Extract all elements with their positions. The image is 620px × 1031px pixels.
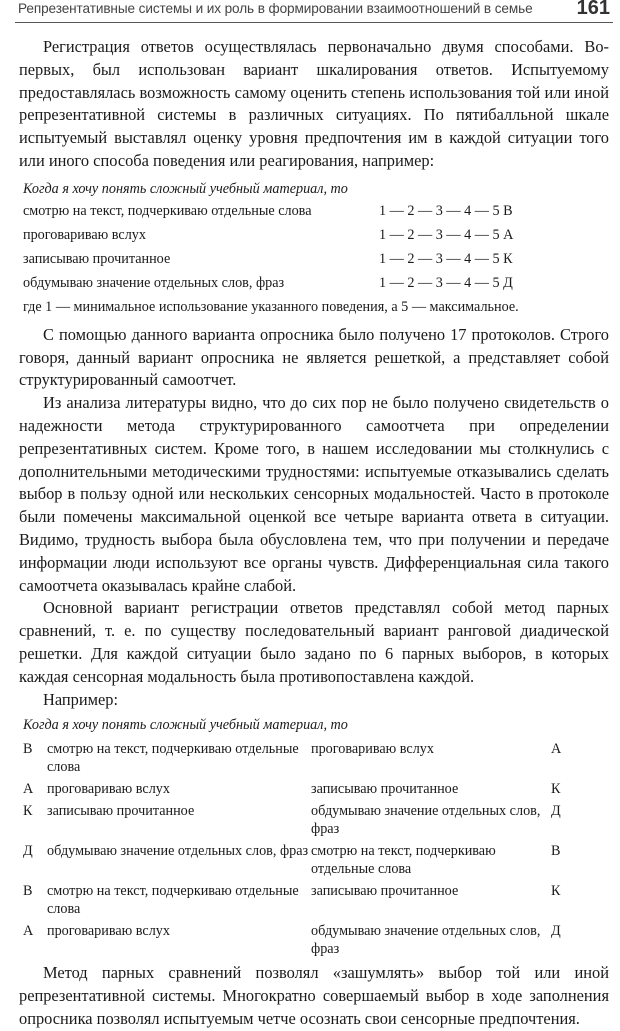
running-header	[15, 0, 613, 24]
paragraph-5: Например:	[43, 689, 119, 709]
scale-row-label: обдумываю значение отдельных слов, фраз	[23, 275, 285, 292]
pairs-example	[19, 715, 609, 958]
pair-right-letter: Д	[551, 803, 561, 820]
running-title: Репрезентативные системы и их роль в формировании взаимоотношений в семье	[18, 1, 533, 16]
scale-example	[19, 179, 609, 318]
pair-left-letter: В	[23, 883, 33, 900]
pair-row	[23, 882, 609, 918]
header-divider	[15, 22, 613, 23]
pair-right-letter: А	[551, 741, 562, 758]
pair-right-text: записываю прочитанное	[311, 781, 459, 798]
pair-row	[23, 802, 609, 838]
pair-right-text: проговариваю вслух	[311, 741, 434, 758]
paragraph-1: Регистрация ответов осуществлялась первоначально двумя способами. Во-первых, был использован вариант шкалирования ответов. Испытуемому предоставлялась возможность самому оценить степень использования той или иной репрезентативной системы в различных ситуациях. По пятибалльной шкале испытуемый выставлял оценку уровня предпочтения им в каждой ситуации того или иного способа поведения или реагирования, например:	[19, 37, 609, 170]
pair-left-letter: А	[23, 923, 34, 940]
pair-row	[23, 740, 609, 776]
pair-left-text: обдумываю значение отдельных слов, фраз	[47, 843, 309, 860]
pair-left-letter: А	[23, 781, 34, 798]
paragraph-4: Основной вариант регистрации ответов представлял собой метод парных сравнений, т. е. по существу последовательный вариант ранговой диадической решетки. Для каждой ситуации было задано по 6 парных выборов, в которых каждая сенсорная модальность была противопоставлена каждой.	[19, 598, 609, 686]
scale-intro: Когда я хочу понять сложный учебный материал, то	[23, 180, 348, 197]
paragraph-6: Метод парных сравнений позволял «зашумлять» выбор той или иной репрезентативной системы. Многократно совершаемый выбор в ходе заполнения опросника позволял испытуемым четче осознать свои сенсорные предпочтения.	[19, 963, 609, 1028]
scale-row	[23, 200, 609, 224]
pair-left-text: смотрю на текст, подчеркиваю отдельные слова	[47, 741, 299, 776]
pair-right-text: обдумываю значение отдельных слов, фраз	[311, 923, 541, 958]
scale-note: где 1 — минимальное использование указанного поведения, а 5 — максимальное.	[23, 298, 519, 315]
pair-right-text: смотрю на текст, подчеркиваю отдельные слова	[311, 843, 496, 878]
pairs-intro: Когда я хочу понять сложный учебный материал, то	[23, 717, 348, 734]
scale-row	[23, 248, 609, 272]
pair-left-text: записываю прочитанное	[47, 803, 195, 820]
pair-left-letter: Д	[23, 843, 33, 860]
pair-right-text: обдумываю значение отдельных слов, фраз	[311, 803, 541, 838]
pair-left-text: проговариваю вслух	[47, 781, 170, 798]
pair-right-letter: К	[551, 781, 561, 798]
pair-left-letter: К	[23, 803, 33, 820]
pair-right-letter: Д	[551, 923, 561, 940]
pair-right-letter: К	[551, 883, 561, 900]
scale-row-value: 1 — 2 — 3 — 4 — 5 К	[379, 251, 513, 268]
pair-row	[23, 922, 609, 958]
pair-left-letter: В	[23, 741, 33, 758]
pair-right-text: записываю прочитанное	[311, 883, 459, 900]
scale-row	[23, 224, 609, 248]
page-body	[19, 36, 609, 1031]
pair-left-text: проговариваю вслух	[47, 923, 170, 940]
page-number: 161	[576, 0, 610, 19]
scale-row-label: записываю прочитанное	[23, 251, 171, 268]
scale-row	[23, 272, 609, 296]
pair-row	[23, 780, 609, 798]
paragraph-2: С помощью данного варианта опросника было получено 17 протоколов. Строго говоря, данный вариант опросника не является решеткой, а представляет собой структурированный самоотчет.	[19, 324, 609, 390]
scale-row-value: 1 — 2 — 3 — 4 — 5 В	[379, 203, 513, 220]
paragraph-3: Из анализа литературы видно, что до сих пор не было получено свидетельств о надежности метода структурированного самоотчета при определении репрезентативных систем. Кроме того, в нашем исследовании мы столкнулись с дополнительными методическими трудностями: испытуемые отказывались сделать выбор в пользу одной или нескольких сенсорных модальностей. Часто в протоколе были помечены максимальной оценкой все четыре варианта ответа в ситуации. Видимо, трудность выбора была обусловлена тем, что при получении и передаче информации люди используют все органы чувств. Дифференциальная сила такого самоотчета оказывалась крайне слабой.	[19, 393, 609, 595]
pair-row	[23, 842, 609, 878]
scale-row-label: проговариваю вслух	[23, 227, 146, 244]
scale-row-value: 1 — 2 — 3 — 4 — 5 А	[379, 227, 514, 244]
scale-row-label: смотрю на текст, подчеркиваю отдельные слова	[23, 203, 312, 220]
pair-left-text: смотрю на текст, подчеркиваю отдельные слова	[47, 883, 299, 918]
pair-right-letter: В	[551, 843, 561, 860]
scale-row-value: 1 — 2 — 3 — 4 — 5 Д	[379, 275, 513, 292]
